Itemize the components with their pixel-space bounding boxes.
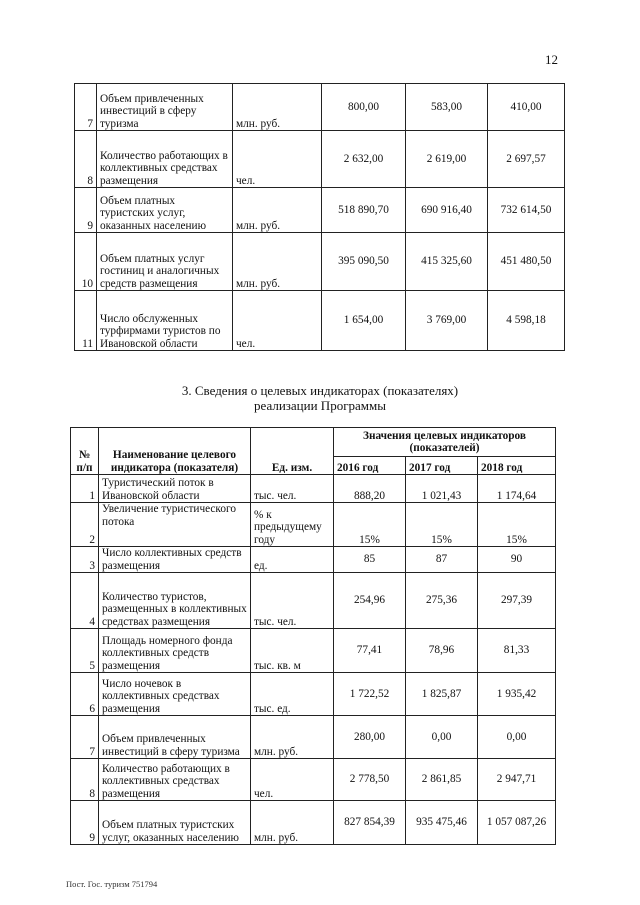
value-2018: 410,00 xyxy=(488,84,565,131)
row-number: 11 xyxy=(75,291,97,351)
header-indicator-name: Наименование целевого индикатора (показателя) xyxy=(99,428,251,475)
value-2016: 1 654,00 xyxy=(322,291,406,351)
value-2017: 1 021,43 xyxy=(406,475,478,503)
unit: млн. руб. xyxy=(233,233,322,291)
document-footer: Пост. Гос. туризм 751794 xyxy=(66,879,158,889)
value-2018: 1 057 087,26 xyxy=(478,801,556,845)
table-row xyxy=(75,131,565,188)
table-row xyxy=(71,759,556,801)
row-number: 9 xyxy=(71,801,99,845)
table-row xyxy=(71,503,556,547)
value-2017: 935 475,46 xyxy=(406,801,478,845)
value-2018: 1 935,42 xyxy=(478,673,556,716)
indicator-name: Объем платных услуг гостиниц и аналогичных средств размещения xyxy=(97,233,233,291)
unit: млн. руб. xyxy=(251,801,334,845)
table-row xyxy=(71,547,556,573)
table-row xyxy=(75,188,565,233)
value-2017: 0,00 xyxy=(406,716,478,759)
value-2016: 395 090,50 xyxy=(322,233,406,291)
value-2017: 690 916,40 xyxy=(406,188,488,233)
unit: млн. руб. xyxy=(233,188,322,233)
table-row xyxy=(71,475,556,503)
indicators-table-continued xyxy=(74,83,565,351)
row-number: 5 xyxy=(71,629,99,673)
section-title-line-2: реализации Программы xyxy=(254,398,386,413)
value-2016: 888,20 xyxy=(334,475,406,503)
unit: чел. xyxy=(233,291,322,351)
unit: млн. руб. xyxy=(233,84,322,131)
value-2018: 81,33 xyxy=(478,629,556,673)
value-2016: 15% xyxy=(334,503,406,547)
header-number: № п/п xyxy=(71,428,99,475)
unit: тыс. ед. xyxy=(251,673,334,716)
value-2016: 518 890,70 xyxy=(322,188,406,233)
row-number: 1 xyxy=(71,475,99,503)
row-number: 2 xyxy=(71,503,99,547)
page-number: 12 xyxy=(545,52,558,67)
value-2016: 2 778,50 xyxy=(334,759,406,801)
value-2017: 15% xyxy=(406,503,478,547)
value-2016: 1 722,52 xyxy=(334,673,406,716)
value-2016: 2 632,00 xyxy=(322,131,406,188)
header-year-2018: 2018 год xyxy=(478,457,556,475)
indicator-name: Количество работающих в коллективных средствах размещения xyxy=(97,131,233,188)
value-2016: 827 854,39 xyxy=(334,801,406,845)
unit: тыс. чел. xyxy=(251,573,334,629)
indicator-name: Количество работающих в коллективных средствах размещения xyxy=(99,759,251,801)
table-row xyxy=(75,84,565,131)
table-row xyxy=(75,233,565,291)
unit: тыс. чел. xyxy=(251,475,334,503)
value-2016: 800,00 xyxy=(322,84,406,131)
unit: % к предыдущему году xyxy=(251,503,334,547)
unit: чел. xyxy=(233,131,322,188)
header-values-group: Значения целевых индикаторов (показателей) xyxy=(334,428,556,457)
unit: ед. xyxy=(251,547,334,573)
row-number: 6 xyxy=(71,673,99,716)
row-number: 9 xyxy=(75,188,97,233)
indicator-name: Туристический поток в Ивановской области xyxy=(99,475,251,503)
value-2018: 4 598,18 xyxy=(488,291,565,351)
section-title xyxy=(0,383,640,413)
indicator-name: Объем платных туристских услуг, оказанных населению xyxy=(99,801,251,845)
value-2017: 2 619,00 xyxy=(406,131,488,188)
value-2018: 297,39 xyxy=(478,573,556,629)
table-row xyxy=(75,291,565,351)
table-row xyxy=(71,673,556,716)
value-2017: 275,36 xyxy=(406,573,478,629)
value-2016: 85 xyxy=(334,547,406,573)
target-indicators-table xyxy=(70,427,556,845)
table-row xyxy=(71,573,556,629)
row-number: 4 xyxy=(71,573,99,629)
indicator-name: Объем привлеченных инвестиций в сферу туризма xyxy=(97,84,233,131)
value-2016: 77,41 xyxy=(334,629,406,673)
value-2018: 732 614,50 xyxy=(488,188,565,233)
value-2018: 1 174,64 xyxy=(478,475,556,503)
value-2017: 3 769,00 xyxy=(406,291,488,351)
row-number: 7 xyxy=(71,716,99,759)
indicator-name: Объем привлеченных инвестиций в сферу туризма xyxy=(99,716,251,759)
indicator-name: Объем платных туристских услуг, оказанных населению xyxy=(97,188,233,233)
value-2016: 254,96 xyxy=(334,573,406,629)
value-2018: 2 697,57 xyxy=(488,131,565,188)
value-2017: 87 xyxy=(406,547,478,573)
value-2017: 2 861,85 xyxy=(406,759,478,801)
value-2017: 78,96 xyxy=(406,629,478,673)
row-number: 7 xyxy=(75,84,97,131)
value-2017: 1 825,87 xyxy=(406,673,478,716)
unit: чел. xyxy=(251,759,334,801)
value-2018: 451 480,50 xyxy=(488,233,565,291)
table-row xyxy=(71,801,556,845)
value-2016: 280,00 xyxy=(334,716,406,759)
table-row xyxy=(71,629,556,673)
indicator-name: Число коллективных средств размещения xyxy=(99,547,251,573)
value-2018: 90 xyxy=(478,547,556,573)
unit: тыс. кв. м xyxy=(251,629,334,673)
table-row xyxy=(71,716,556,759)
header-unit: Ед. изм. xyxy=(251,428,334,475)
row-number: 3 xyxy=(71,547,99,573)
value-2018: 2 947,71 xyxy=(478,759,556,801)
indicator-name: Количество туристов, размещенных в коллективных средствах размещения xyxy=(99,573,251,629)
value-2017: 583,00 xyxy=(406,84,488,131)
value-2018: 15% xyxy=(478,503,556,547)
header-year-2017: 2017 год xyxy=(406,457,478,475)
section-title-line-1: 3. Сведения о целевых индикаторах (показателях) xyxy=(181,383,459,398)
unit: млн. руб. xyxy=(251,716,334,759)
value-2018: 0,00 xyxy=(478,716,556,759)
indicator-name: Увеличение туристического потока xyxy=(99,503,251,547)
value-2017: 415 325,60 xyxy=(406,233,488,291)
row-number: 8 xyxy=(75,131,97,188)
row-number: 10 xyxy=(75,233,97,291)
indicator-name: Число обслуженных турфирмами туристов по Ивановской области xyxy=(97,291,233,351)
indicator-name: Число ночевок в коллективных средствах размещения xyxy=(99,673,251,716)
row-number: 8 xyxy=(71,759,99,801)
header-year-2016: 2016 год xyxy=(334,457,406,475)
indicator-name: Площадь номерного фонда коллективных средств размещения xyxy=(99,629,251,673)
